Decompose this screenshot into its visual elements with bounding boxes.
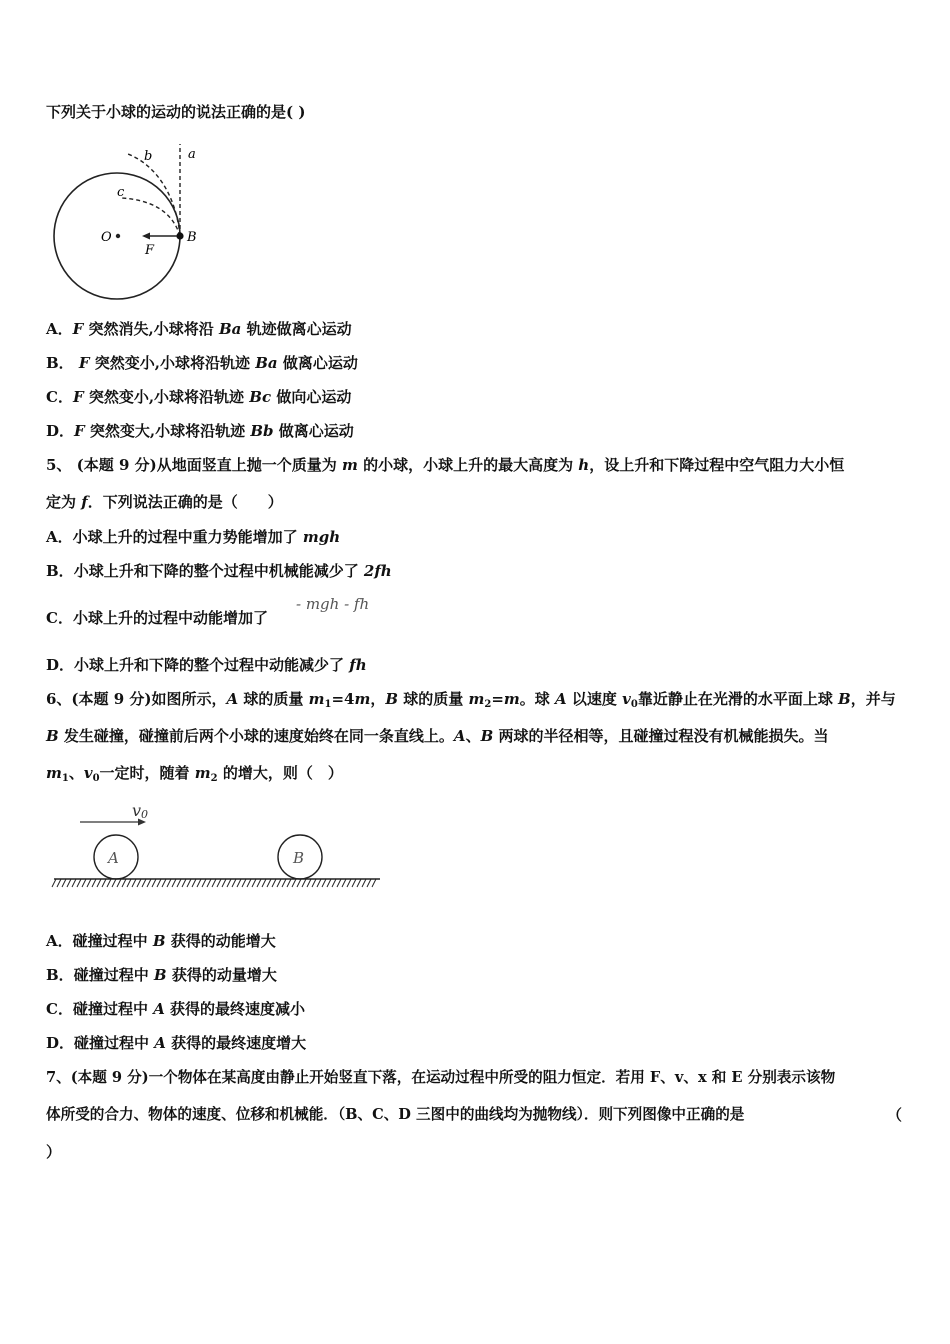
q7-stem-line1: 7、(本题 9 分)一个物体在某高度由静止开始竖直下落，在运动过程中所受的阻力恒定．若用 F、v、x 和 E 分别表示该物 (46, 1069, 836, 1086)
q5-stem-line2: 定为 f．下列说法正确的是（ ） (46, 493, 283, 511)
label-b: b (144, 149, 153, 164)
q6-stem-line2: B 发生碰撞，碰撞前后两个小球的速度始终在同一条直线上。A、B 两球的半径相等，且碰撞过程没有机械能损失。当 (46, 727, 829, 745)
q6-option-d[interactable]: D．碰撞过程中 A 获得的最终速度增大 (46, 1034, 307, 1052)
center-point (116, 234, 120, 238)
label-a: a (188, 147, 196, 162)
q5-option-b[interactable]: B．小球上升和下降的整个过程中机械能减少了 2fh (46, 562, 392, 580)
q4-option-b[interactable]: B． F 突然变小,小球将沿轨迹 Ba 做离心运动 (46, 354, 358, 372)
ball-B (176, 232, 183, 239)
q6-stem-line1: 6、(本题 9 分)如图所示，A 球的质量 $m_1=4m$，B 球的质量 $m_2=m$。球 A 以速度 $v_0$靠近静止在光滑的水平面上球 B，并与 (46, 690, 896, 710)
q7-paren-open: （ (887, 1106, 903, 1124)
q5-option-d[interactable]: D．小球上升和下降的整个过程中动能减少了 fh (46, 656, 367, 674)
q5-option-a[interactable]: A．小球上升的过程中重力势能增加了 mgh (46, 528, 341, 546)
ball-A-label: A (108, 849, 119, 867)
q6-collision-figure (50, 798, 385, 893)
q7-paren-close: ） (46, 1143, 62, 1161)
q4-option-a[interactable]: A．F 突然消失,小球将沿 Ba 轨迹做离心运动 (46, 320, 352, 338)
q4-circular-motion-figure (46, 140, 216, 302)
label-v0: v0 (132, 801, 149, 821)
q5-option-c-expression: - mgh - fh (296, 595, 370, 613)
label-F: F (145, 243, 155, 258)
q6-option-b[interactable]: B．碰撞过程中 B 获得的动量增大 (46, 966, 277, 984)
q6-stem-line3: $m_1$、$v_0$一定时，随着 $m_2$ 的增大，则（ ） (46, 764, 343, 784)
trajectory-b (128, 154, 180, 236)
label-O: O (101, 230, 112, 245)
label-c: c (117, 185, 125, 200)
q5-option-c[interactable]: C．小球上升的过程中动能增加了 (46, 609, 268, 627)
q4-stem: 下列关于小球的运动的说法正确的是( ) (46, 103, 306, 121)
force-arrowhead (142, 233, 150, 240)
ground-hatching (52, 879, 376, 887)
q7-stem-line2: 体所受的合力、物体的速度、位移和机械能．（B、C、D 三图中的曲线均为抛物线）．则下列图像中正确的是 (46, 1106, 745, 1123)
q4-option-d[interactable]: D．F 突然变大,小球将沿轨迹 Bb 做离心运动 (46, 422, 354, 440)
label-B: B (187, 230, 197, 245)
ball-B-label: B (293, 849, 305, 867)
q5-stem-line1: 5、 (本题 9 分)从地面竖直上抛一个质量为 m 的小球，小球上升的最大高度为 h，设上升和下降过程中空气阻力大小恒 (46, 456, 845, 474)
q6-option-a[interactable]: A．碰撞过程中 B 获得的动能增大 (46, 932, 276, 950)
q4-option-c[interactable]: C．F 突然变小,小球将沿轨迹 Bc 做向心运动 (46, 388, 352, 406)
q6-option-c[interactable]: C．碰撞过程中 A 获得的最终速度减小 (46, 1000, 306, 1018)
